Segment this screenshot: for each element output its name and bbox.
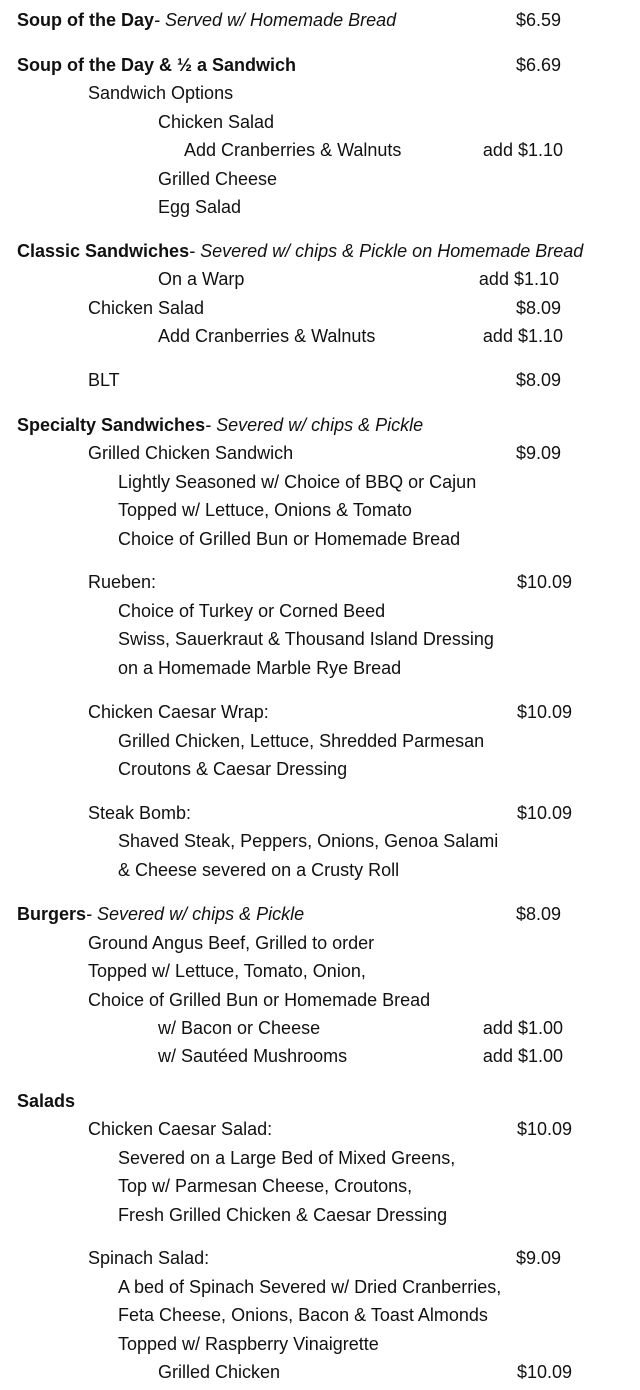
soup-sandwich-price: $6.69: [515, 55, 561, 75]
steak-bomb-desc-2: & Cheese severed on a Crusty Roll: [118, 860, 400, 880]
option-add-cranberries-price: add $1.10: [482, 140, 563, 160]
caesar-salad-price: $10.09: [516, 1119, 572, 1139]
classic-blt-price: $8.09: [515, 370, 561, 390]
option-chicken-salad: Chicken Salad: [158, 112, 275, 132]
caesar-wrap-desc-1: Grilled Chicken, Lettuce, Shredded Parmesan: [118, 731, 485, 751]
soup-price: $6.59: [515, 10, 561, 30]
rueben-desc-3: on a Homemade Marble Rye Bread: [118, 658, 402, 678]
classic-add-cranberries: Add Cranberries & Walnuts: [158, 326, 376, 346]
spinach-grilled-chicken-price: $10.09: [516, 1362, 572, 1382]
spinach-salad-desc-3: Topped w/ Raspberry Vinaigrette: [118, 1334, 379, 1354]
classic-wrap-price: add $1.10: [478, 269, 559, 289]
grilled-chicken-desc-1: Lightly Seasoned w/ Choice of BBQ or Cajun: [118, 472, 477, 492]
rueben-price: $10.09: [516, 572, 572, 592]
burgers-desc-2: Topped w/ Lettuce, Tomato, Onion,: [88, 961, 366, 981]
burgers-title: Burgers: [17, 904, 87, 924]
classic-chicken-salad-price: $8.09: [515, 298, 561, 318]
grilled-chicken-desc-2: Topped w/ Lettuce, Onions & Tomato: [118, 500, 412, 520]
soup-title: Soup of the Day: [17, 10, 155, 30]
burgers-bacon-price: add $1.00: [482, 1018, 563, 1038]
classic-title: Classic Sandwiches: [17, 241, 190, 261]
burgers-desc: - Severed w/ chips & Pickle: [86, 904, 305, 924]
burgers-mushrooms-price: add $1.00: [482, 1046, 563, 1066]
burgers-desc-1: Ground Angus Beef, Grilled to order: [88, 933, 375, 953]
burgers-desc-3: Choice of Grilled Bun or Homemade Bread: [88, 990, 431, 1010]
rueben-desc-1: Choice of Turkey or Corned Beed: [118, 601, 386, 621]
rueben-desc-2: Swiss, Sauerkraut & Thousand Island Dressing: [118, 629, 494, 649]
salads-title: Salads: [17, 1091, 76, 1111]
burgers-heading: [17, 903, 304, 925]
classic-wrap: On a Warp: [158, 269, 245, 289]
option-grilled-cheese: Grilled Cheese: [158, 169, 278, 189]
specialty-desc: - Severed w/ chips & Pickle: [205, 415, 424, 435]
option-egg-salad: Egg Salad: [158, 197, 242, 217]
spinach-salad-price: $9.09: [515, 1248, 561, 1268]
soup-sandwich-title: Soup of the Day & ½ a Sandwich: [17, 55, 297, 75]
grilled-chicken-price: $9.09: [515, 443, 561, 463]
specialty-heading: [17, 414, 423, 436]
caesar-wrap-desc-2: Croutons & Caesar Dressing: [118, 759, 348, 779]
caesar-salad-desc-1: Severed on a Large Bed of Mixed Greens,: [118, 1148, 456, 1168]
sandwich-options-label: Sandwich Options: [88, 83, 234, 103]
steak-bomb-name: Steak Bomb:: [88, 803, 192, 823]
grilled-chicken-desc-3: Choice of Grilled Bun or Homemade Bread: [118, 529, 461, 549]
rueben-name: Rueben:: [88, 572, 157, 592]
soup-desc: - Served w/ Homemade Bread: [154, 10, 397, 30]
grilled-chicken-name: Grilled Chicken Sandwich: [88, 443, 294, 463]
spinach-salad-desc-2: Feta Cheese, Onions, Bacon & Toast Almonds: [118, 1305, 488, 1325]
classic-add-cranberries-price: add $1.10: [482, 326, 563, 346]
classic-heading: [17, 240, 583, 262]
burgers-bacon: w/ Bacon or Cheese: [158, 1018, 321, 1038]
steak-bomb-desc-1: Shaved Steak, Peppers, Onions, Genoa Salami: [118, 831, 499, 851]
caesar-wrap-price: $10.09: [516, 702, 572, 722]
caesar-salad-desc-3: Fresh Grilled Chicken & Caesar Dressing: [118, 1205, 448, 1225]
spinach-grilled-chicken: Grilled Chicken: [158, 1362, 281, 1382]
classic-chicken-salad: Chicken Salad: [88, 298, 205, 318]
caesar-wrap-name: Chicken Caesar Wrap:: [88, 702, 269, 722]
option-add-cranberries: Add Cranberries & Walnuts: [184, 140, 402, 160]
specialty-title: Specialty Sandwiches: [17, 415, 206, 435]
spinach-salad-desc-1: A bed of Spinach Severed w/ Dried Cranberries,: [118, 1277, 502, 1297]
burgers-mushrooms: w/ Sautéed Mushrooms: [158, 1046, 348, 1066]
spinach-salad-name: Spinach Salad:: [88, 1248, 210, 1268]
caesar-salad-name: Chicken Caesar Salad:: [88, 1119, 273, 1139]
soup-heading: [17, 9, 396, 31]
burgers-price: $8.09: [515, 904, 561, 924]
classic-blt: BLT: [88, 370, 120, 390]
classic-desc: - Severed w/ chips & Pickle on Homemade Bread: [189, 241, 584, 261]
caesar-salad-desc-2: Top w/ Parmesan Cheese, Croutons,: [118, 1176, 413, 1196]
steak-bomb-price: $10.09: [516, 803, 572, 823]
